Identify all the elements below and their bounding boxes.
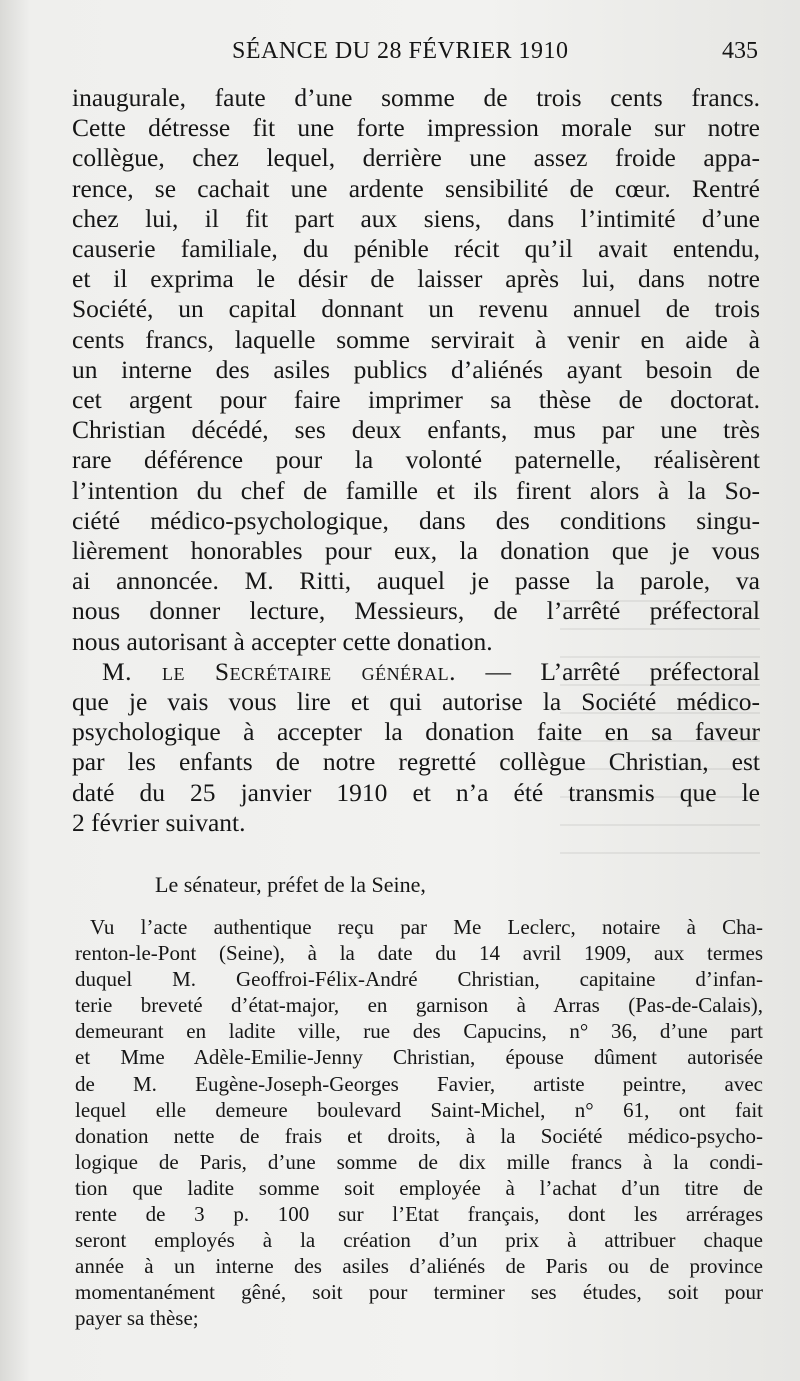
speaker-line bbox=[72, 657, 760, 687]
text-line: et Mme Adèle-Emilie-Jenny Christian, épouse dûment autorisée bbox=[75, 1045, 763, 1070]
paragraph-2 bbox=[72, 657, 760, 838]
text-line: demeurant en ladite ville, rue des Capucins, n° 36, d’une part bbox=[75, 1019, 763, 1044]
text-line: Société, un capital donnant un revenu annuel de trois bbox=[72, 294, 760, 324]
text-line: cet argent pour faire imprimer sa thèse de doctorat. bbox=[72, 385, 760, 415]
text-line: cents francs, laquelle somme servirait à venir en aide à bbox=[72, 324, 760, 354]
running-title: SÉANCE DU 28 FÉVRIER 1910 bbox=[232, 38, 569, 64]
text-line: ai annoncée. M. Ritti, auquel je passe la parole, va bbox=[72, 566, 760, 596]
speaker-name: M. le Secrétaire général. bbox=[102, 656, 456, 686]
text-line: lequel elle demeure boulevard Saint-Michel, n° 61, ont fait bbox=[75, 1097, 763, 1122]
text-line: seront employés à la création d’un prix à attribuer chaque bbox=[75, 1228, 763, 1253]
text-line: que je vais vous lire et qui autorise la Société médico- bbox=[72, 687, 760, 717]
text-line: et il exprima le désir de laisser après lui, dans notre bbox=[72, 264, 760, 294]
text-line: année à un interne des asiles d’aliénés de Paris ou de province bbox=[75, 1254, 763, 1279]
text-line: Vu l’acte authentique reçu par Me Leclerc, notaire à Cha- bbox=[90, 915, 763, 939]
main-text bbox=[72, 83, 760, 838]
speaker-line-rest: — L’arrêté préfectoral bbox=[485, 656, 761, 686]
page-header bbox=[0, 38, 800, 72]
text-line: payer sa thèse; bbox=[75, 1306, 199, 1331]
text-line: terie breveté d’état-major, en garnison à Arras (Pas-de-Calais), bbox=[75, 993, 763, 1018]
text-line: un interne des asiles publics d’aliénés ayant besoin de bbox=[72, 354, 760, 384]
text-line: chez lui, il fit part aux siens, dans l’intimité d’une bbox=[72, 203, 760, 233]
page-number: 435 bbox=[722, 38, 758, 64]
decree-intro: Le sénateur, préfet de la Seine, bbox=[155, 872, 426, 897]
decree-text bbox=[75, 914, 763, 1332]
text-line: psychologique à accepter la donation faite en sa faveur bbox=[72, 717, 760, 747]
text-line: causerie familiale, du pénible récit qu’il avait entendu, bbox=[72, 234, 760, 264]
text-line: Christian décédé, ses deux enfants, mus par une très bbox=[72, 415, 760, 445]
text-line: 2 février suivant. bbox=[72, 807, 246, 837]
text-line: rente de 3 p. 100 sur l’Etat français, dont les arrérages bbox=[75, 1202, 763, 1227]
paragraph-1 bbox=[72, 83, 760, 657]
text-line: daté du 25 janvier 1910 et n’a été transmis que le bbox=[72, 777, 760, 807]
text-line: renton-le-Pont (Seine), à la date du 14 avril 1909, aux termes bbox=[75, 941, 763, 966]
text-line: Cette détresse fit une forte impression morale sur notre bbox=[72, 113, 760, 143]
text-line: par les enfants de notre regretté collègue Christian, est bbox=[72, 747, 760, 777]
text-line: nous donner lecture, Messieurs, de l’arrêté préfectoral bbox=[72, 596, 760, 626]
text-line: duquel M. Geoffroi-Félix-André Christian, capitaine d’infan- bbox=[75, 967, 763, 992]
text-line: momentanément gêné, soit pour terminer ses études, soit pour bbox=[75, 1280, 763, 1305]
text-line: logique de Paris, d’une somme de dix mille francs à la condi- bbox=[75, 1149, 763, 1174]
text-line: tion que ladite somme soit employée à l’achat d’un titre de bbox=[75, 1175, 763, 1200]
text-line: rare déférence pour la volonté paternelle, réalisèrent bbox=[72, 445, 760, 475]
text-line: l’intention du chef de famille et ils firent alors à la So- bbox=[72, 475, 760, 505]
text-line: rence, se cachait une ardente sensibilité de cœur. Rentré bbox=[72, 173, 760, 203]
text-line: nous autorisant à accepter cette donation. bbox=[72, 626, 493, 656]
text-line: donation nette de frais et droits, à la Société médico-psycho- bbox=[75, 1123, 763, 1148]
text-line: ciété médico-psychologique, dans des conditions singu- bbox=[72, 505, 760, 535]
text-line: de M. Eugène-Joseph-Georges Favier, artiste peintre, avec bbox=[75, 1071, 763, 1096]
text-line: collègue, chez lequel, derrière une assez froide appa- bbox=[72, 143, 760, 173]
text-line: inaugurale, faute d’une somme de trois cents francs. bbox=[72, 83, 760, 112]
text-line: lièrement honorables pour eux, la donation que je vous bbox=[72, 536, 760, 566]
